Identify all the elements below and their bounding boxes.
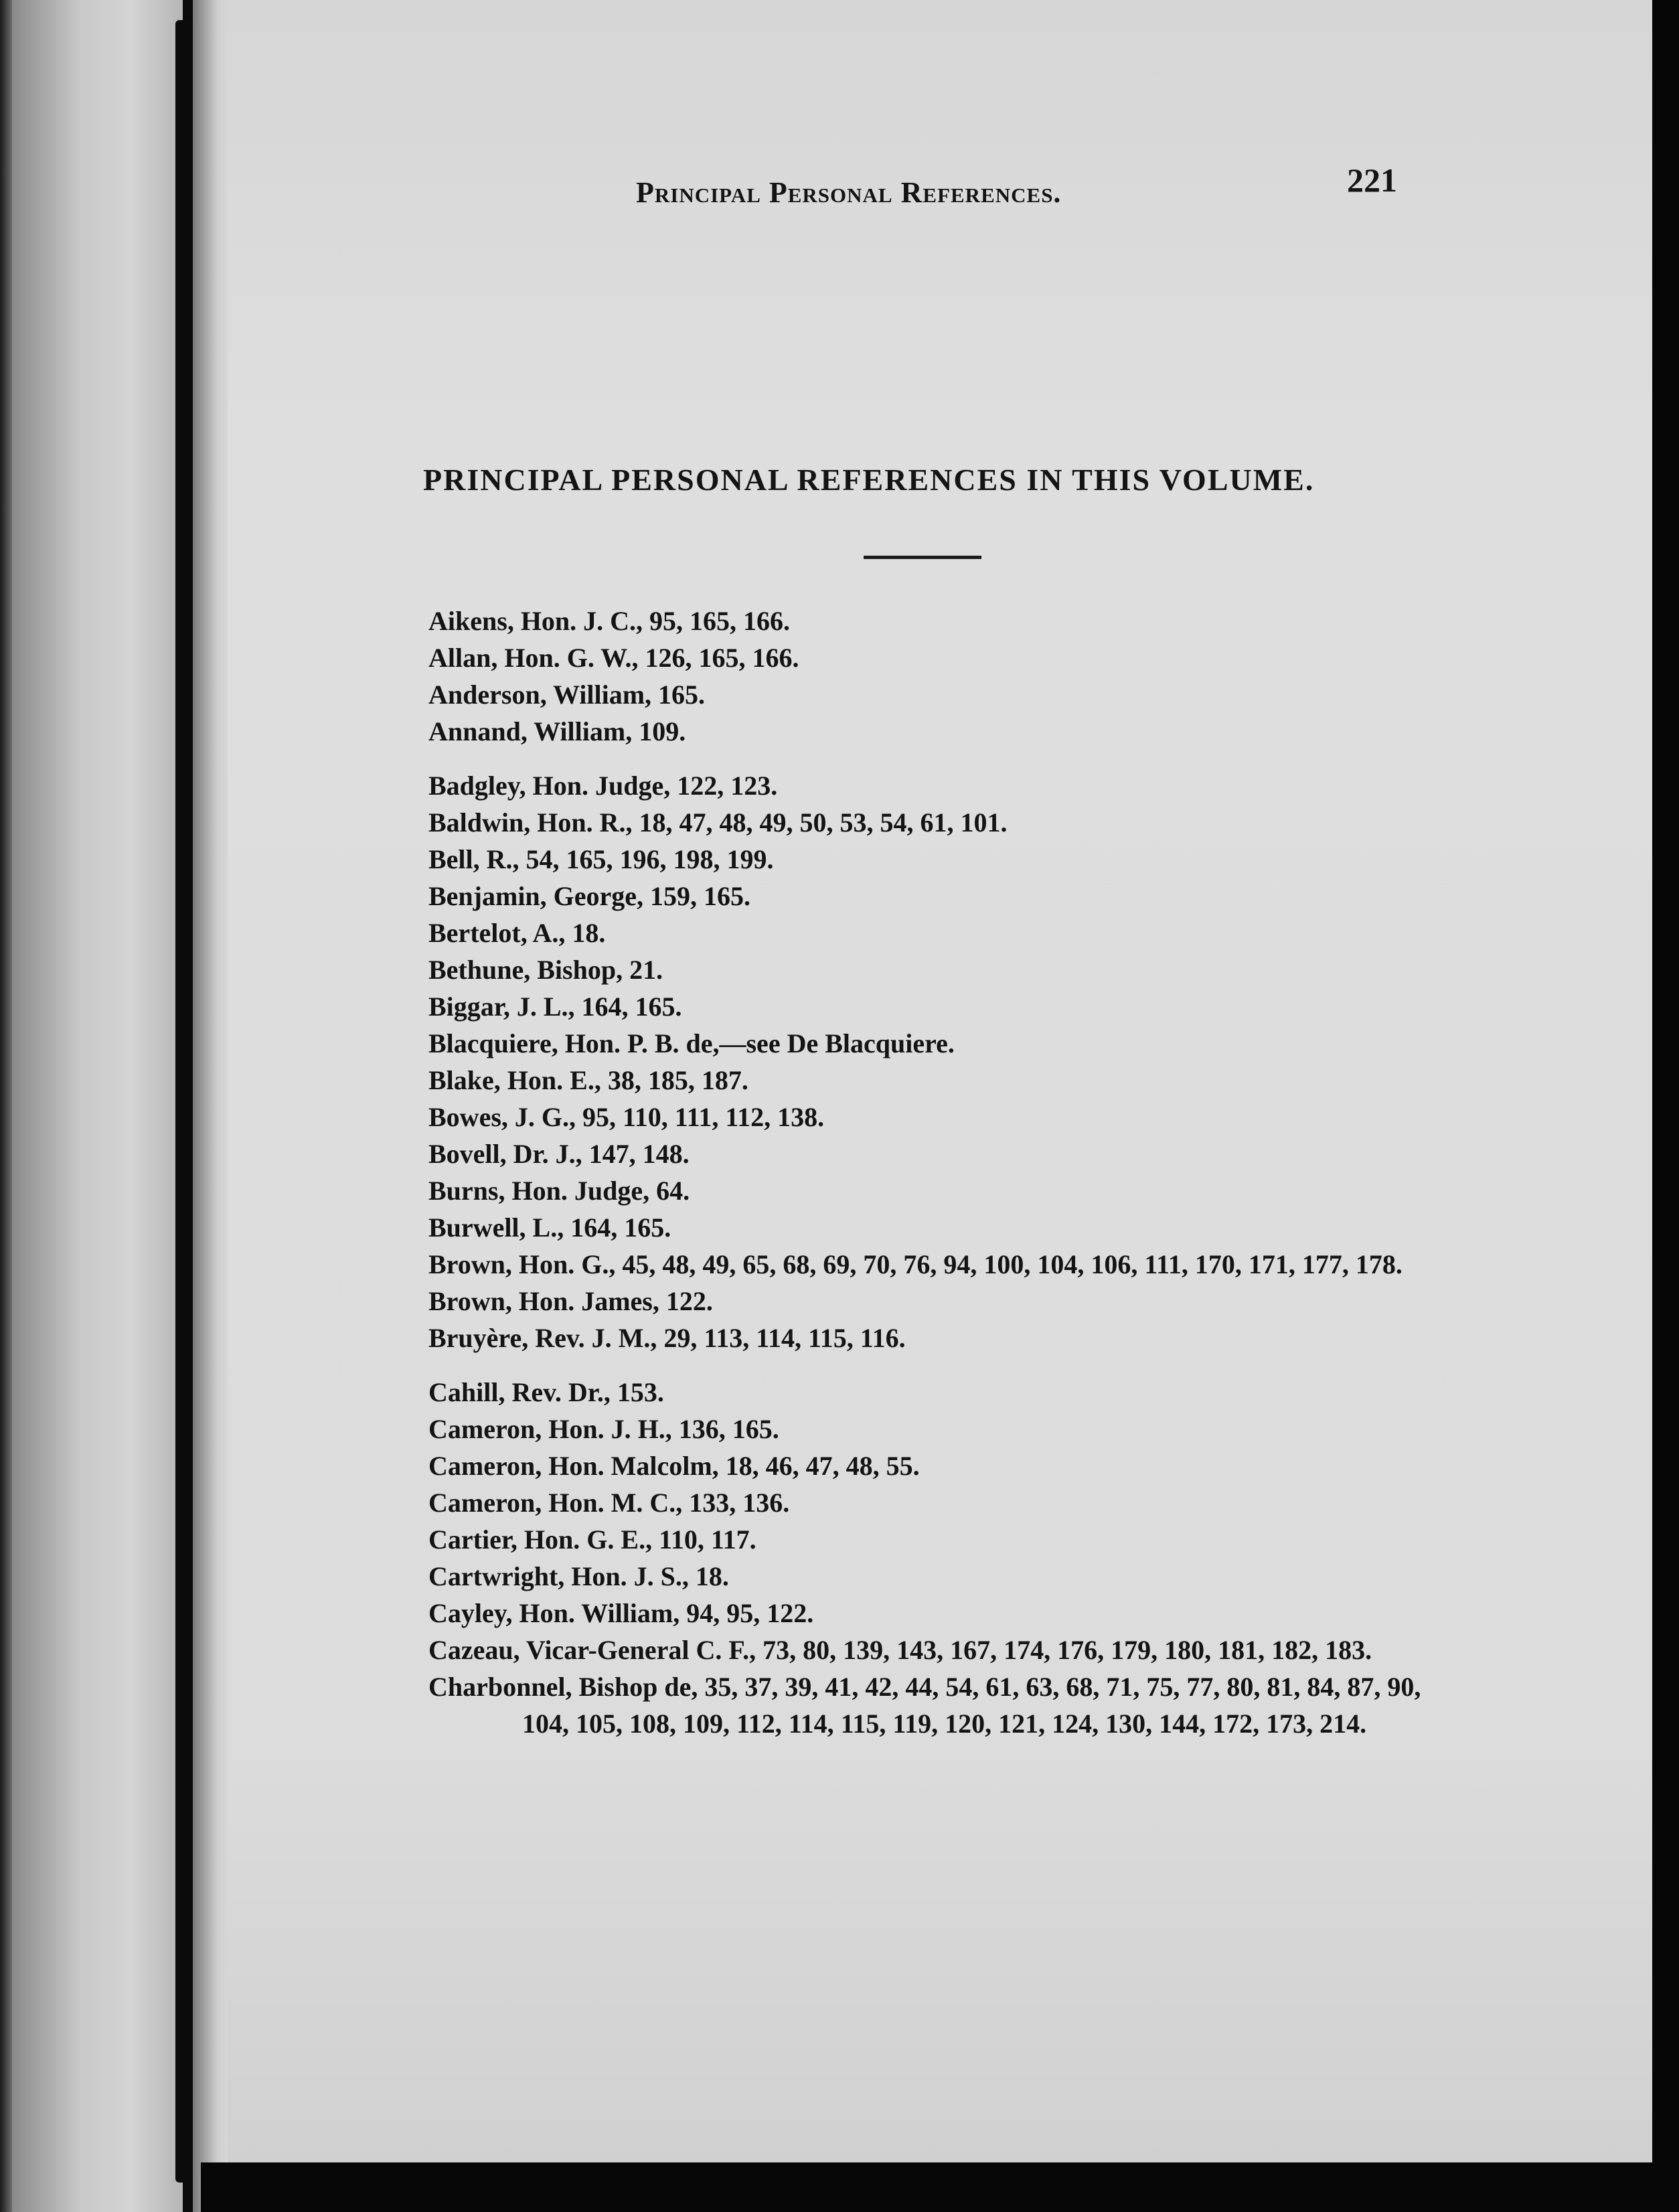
index-entry: Cartwright, Hon. J. S., 18. (428, 1561, 729, 1591)
index-entry: Benjamin, George, 159, 165. (428, 881, 751, 911)
index-entry: Burwell, L., 164, 165. (428, 1212, 671, 1243)
group-gap (428, 1356, 1473, 1374)
index-entry: Cameron, Hon. Malcolm, 18, 46, 47, 48, 55. (428, 1451, 920, 1481)
index-entry: Bruyère, Rev. J. M., 29, 113, 114, 115, 116. (428, 1323, 906, 1353)
index-entry: Blake, Hon. E., 38, 185, 187. (428, 1065, 748, 1095)
index-entry: Bell, R., 54, 165, 196, 198, 199. (428, 844, 774, 874)
facing-page-edge (12, 0, 183, 2212)
index-entry: Cahill, Rev. Dr., 153. (428, 1377, 664, 1407)
index-entry: Annand, William, 109. (428, 716, 686, 746)
index-entry: Bethune, Bishop, 21. (428, 955, 663, 985)
index-title: PRINCIPAL PERSONAL REFERENCES IN THIS VOLUME. (423, 463, 1315, 497)
index-entry: Baldwin, Hon. R., 18, 47, 48, 49, 50, 53, 54, 61, 101. (428, 807, 1008, 838)
index-entry: Aikens, Hon. J. C., 95, 165, 166. (428, 606, 791, 636)
book-spine (175, 20, 193, 2183)
index-entry: Bowes, J. G., 95, 110, 111, 112, 138. (428, 1102, 825, 1132)
index-entry: Brown, Hon. G., 45, 48, 49, 65, 68, 69, 70, 76, 94, 100, 104, 106, 111, 170, 171, 177, 178. (428, 1249, 1403, 1279)
index-entry: Blacquiere, Hon. P. B. de,—see De Blacquiere. (428, 1028, 955, 1058)
index-group-a (428, 603, 1473, 750)
index-entries (428, 603, 1473, 1742)
index-group-b (428, 767, 1473, 1356)
index-entry: Cayley, Hon. William, 94, 95, 122. (428, 1598, 814, 1628)
index-entry: Cameron, Hon. M. C., 133, 136. (428, 1488, 790, 1518)
title-rule (864, 556, 981, 559)
index-entry: Anderson, William, 165. (428, 680, 706, 710)
page-right-border (1652, 0, 1679, 2212)
index-entry: Brown, Hon. James, 122. (428, 1286, 713, 1316)
index-entry: Bertelot, A., 18. (428, 918, 606, 948)
group-gap (428, 750, 1473, 767)
left-page-sliver (0, 0, 12, 2212)
index-entry: Charbonnel, Bishop de, 35, 37, 39, 41, 42, 44, 54, 61, 63, 68, 71, 75, 77, 80, 81, 84, 87, 90, 104, 105, 108, 109, 112, 114, 115, 119, 120, 121, 124, 130, 144, 172, 173, 214. (428, 1672, 1421, 1739)
index-entry: Cartier, Hon. G. E., 110, 117. (428, 1524, 756, 1555)
index-entry: Bovell, Dr. J., 147, 148. (428, 1139, 690, 1169)
index-entry: Biggar, J. L., 164, 165. (428, 992, 682, 1022)
index-group-c (428, 1374, 1473, 1742)
index-entry: Allan, Hon. G. W., 126, 165, 166. (428, 643, 799, 673)
running-head: Principal Personal References. (636, 176, 1062, 209)
index-entry: Cameron, Hon. J. H., 136, 165. (428, 1414, 779, 1444)
index-entry: Cazeau, Vicar-General C. F., 73, 80, 139, 143, 167, 174, 176, 179, 180, 181, 182, 183. (428, 1635, 1372, 1665)
page-bottom-border (201, 2162, 1679, 2212)
page-number: 221 (1347, 161, 1397, 199)
index-entry: Badgley, Hon. Judge, 122, 123. (428, 771, 778, 801)
index-entry: Burns, Hon. Judge, 64. (428, 1176, 690, 1206)
